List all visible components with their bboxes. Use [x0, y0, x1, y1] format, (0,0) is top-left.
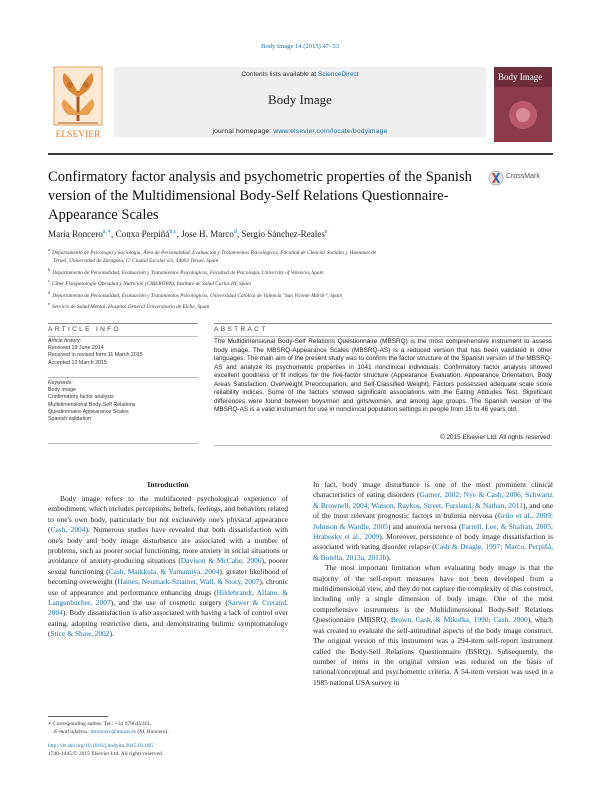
author-list: María Roncero$^{a,∗}$, Conxa Perpiñá$^{b,c}$, Jose H. Marco$^d$, Sergio Sánchez-Reales$^e$ [48, 229, 328, 240]
info-end-rule [48, 443, 198, 444]
keywords-rule [48, 377, 198, 378]
keyword: Spanish validation [48, 416, 91, 423]
footnote-text: Corresponding author. Tel.: +34 978645343. [53, 721, 151, 727]
paragraph: Body image refers to the multifaceted psychological experience of embodiment, which includes perceptions, beliefs, feelings, and behaviors related to one's own body, particularly but not exclusively one's physical appearance (Cash, 2004). Numerous studies have revealed that both dissatisfaction with one's body and body image disturbance are associated with a number of problems, such as poorer social functioning, more anxiety in social situations or avoidance of anxiety-producing situations (Davison & McCabe, 2006), poorer sexual functioning (Cash, Maikkula, & Yamamiya, 2004), greater likelihood of becoming overweight (Haines, Neumark-Sztainer, Wall, & Story, 2007), chronic use of appearance and performance enhancing drugs (Hildebrandt, Alfano, & Langenbucher, 2007), and the use of cosmetic surgery (Sarwer & Crerand, 2004). Body dissatisfaction is also associated with having a lack of control over eating, adopting restrictive diets, and demonstrating bulimic symptomatology (Stice & Shaw, 2002). [48, 494, 289, 639]
affiliation-marker: a [48, 247, 50, 252]
affiliation-line [48, 289, 553, 300]
abstract-text: The Multidimensional Body-Self Relations Questionnaire (MBSRQ) is the most comprehensive instrument to assess body image. The MBSRQ-Appearance Scales (MBSRQ-AS) is a reduced version that has been validated in other languages. The main aim of the present study was to confirm the factor structure of the Spanish version of the MBSRQ-AS and analyze its psychometric properties in 1041 nonclinical individuals. Confirmatory factor analysis showed excellent goodness of fit indices for the five-factor structure (Appearance Evaluation, Appearance Orientation, Body Areas Satisfaction, Overweight Preoccupation, and Self-Classified Weight). Factors possessed adequate scale score reliability indices. Some of the factors showed significant associations with the Eating Attitudes Test. Significant differences were found between boys/men and girls/women, and among age groups. The Spanish version of the MBSRQ-AS is a valid instrument for use in nonclinical population settings in people from 15 to 46 years old. [214, 338, 552, 414]
contents-prefix: Contents lists available at [241, 71, 318, 78]
affiliation-marker: b [48, 266, 51, 272]
footnote-rule [48, 716, 108, 717]
article-info-subrule [48, 336, 198, 337]
crossmark-label: CrossMark [506, 173, 540, 180]
copyright: © 2015 Elsevier Ltd. All rights reserved. [440, 434, 552, 441]
citation-link[interactable]: Haines, Neumark-Sztainer, Wall, & Story, 2007 [117, 577, 260, 587]
keywords-label: Keywords: [48, 380, 73, 386]
email-note [48, 728, 288, 736]
affiliation-line [48, 246, 553, 257]
citation-link[interactable]: Cash & Deagle, 1997; Marco, Perpiñá, & Botella, 2013a, 2013b [313, 542, 553, 562]
journal-cover[interactable] [494, 67, 552, 142]
paragraph: In fact, body image disturbance is one of the most prominent clinical characteristics of eating disorders (Garner, 2002; Nye & Cash, 2006; Schwartz & Brownell, 2004; Watson, Raykos, Street, Fursland, & Nathan, 2011), and one of the most relevant prognostic factors in bulimia nervosa (Grilo et al., 2009; Johnson & Wardle, 2005) and anorexia nervosa (Farrell, Lee, & Shafran, 2005; Hrabosky et al., 2009). Moreover, persistence of body image dissatisfaction is associated with eating disorder relapse (Cash & Deagle, 1997; Marco, Perpiñá, & Botella, 2013a, 2013b). [313, 480, 553, 562]
abstract-rule [214, 323, 552, 324]
author-affil-marker[interactable]: a,∗ [102, 229, 112, 235]
author-name[interactable]: Conxa Perpiñá [115, 229, 170, 240]
affiliation-text: Servicio de Salud Mental, Hospital General Universitario de Elche, Spain [52, 303, 210, 310]
doi-block [48, 742, 308, 758]
citation-link[interactable]: Cash, Maikkula, & Yamamiya, 2004 [108, 566, 220, 576]
doi-link[interactable]: http://dx.doi.org/10.1016/j.bodyim.2015.03.005 [48, 743, 154, 749]
crossmark-badge[interactable] [488, 170, 558, 186]
affiliation-text: Teruel, Universidad de Zaragoza, C/ Ciudad Escolar s/n, 44003 Teruel, Spain [53, 258, 219, 265]
homepage-link[interactable]: www.elsevier.com/locate/bodyimage [273, 128, 388, 135]
journal-reference[interactable]: Body Image 14 (2015) 47–53 [260, 43, 339, 50]
affiliation-text: Ciber Fisiopatología Obesidad y Nutrición (CIBEROBN), Instituto de Salud Carlos III, Spain [52, 281, 252, 288]
citation-link[interactable]: Garner, 2002; Nye & Cash, 2006; Schwartz & Brownell, 2004; Watson, Raykos, Street, Fursland, & Nathan, 2011 [313, 490, 553, 510]
affiliations [48, 246, 553, 311]
affiliation-marker: e [48, 301, 50, 307]
footnotes [48, 720, 288, 736]
citation-link[interactable]: Farrell, Lee, & Shafran, 2005; Hrabosky et al., 2009 [313, 521, 553, 542]
crossmark-icon [488, 170, 504, 186]
author-affil-marker[interactable]: e [324, 229, 328, 235]
affiliation-line [48, 277, 553, 288]
cover-title: Body Image [498, 72, 543, 82]
history-item: Received 19 June 2014 [48, 345, 104, 352]
article-title: Confirmatory factor analysis and psychometric properties of the Spanish version of the Multidimensional Body-Self Relations Questionnaire-Appearance Scales [48, 169, 472, 223]
author-affil-marker[interactable]: d [233, 229, 237, 235]
homepage-prefix: journal homepage: [212, 128, 274, 135]
footnote-marker: ∗ [48, 721, 52, 727]
citation-link[interactable]: Stice & Shaw, 2002 [50, 629, 110, 639]
keyword: Confirmatory factor analysis [48, 394, 114, 401]
body-column-right [313, 480, 553, 688]
corresponding-author-note [48, 720, 288, 728]
header-rule [48, 153, 553, 155]
affiliation-marker: c [48, 278, 50, 284]
contents-line [114, 71, 486, 78]
affiliation-marker: d [48, 289, 51, 295]
keyword: Body image [48, 387, 76, 394]
author-affil-marker[interactable]: b,c [169, 229, 177, 235]
abstract-subrule [214, 336, 552, 337]
citation-link[interactable]: Davison & McCabe, 2006 [180, 556, 262, 566]
citation-link[interactable]: Brown, Cash, & Mikulka, 1990; Cash, 2000 [390, 615, 528, 625]
homepage-line [114, 128, 486, 135]
elsevier-logo[interactable] [48, 65, 108, 145]
sciencedirect-link[interactable]: ScienceDirect [317, 71, 359, 78]
citation-link[interactable]: Cash, 2004 [50, 525, 86, 535]
affiliation-line [48, 300, 553, 311]
abstract-end-rule [214, 445, 552, 446]
article-history [48, 338, 198, 367]
journal-header [48, 65, 553, 151]
history-label: Article history: [48, 338, 82, 344]
history-item: Received in revised form 11 March 2015 [48, 352, 143, 359]
journal-banner [114, 67, 486, 137]
author-name[interactable]: Sergio Sánchez-Reales [241, 229, 325, 240]
abstract-heading: ABSTRACT [214, 326, 268, 333]
article-info-rule [48, 323, 198, 324]
affiliation-text: Departamento de Psicología y Sociología, Área de Personalidad, Evaluación y Tratamientos Psicológicos, Facultad de Ciencias Sociales y Humanas de [52, 249, 377, 256]
body-column-left [48, 494, 288, 640]
elsevier-wordmark: ELSEVIER [55, 130, 101, 140]
author-name[interactable]: María Roncero [48, 229, 103, 240]
affiliation-text: Departamento de Personalidad, Evaluación y Tratamientos Psicológicos, Facultad de Psicología, University of Valencia, Spain [52, 269, 324, 276]
history-item: Accepted 13 March 2015 [48, 359, 107, 366]
article-info-heading: ARTICLE INFO [48, 326, 121, 333]
affiliation-text: Departamento de Personalidad, Evaluación y Tratamientos Psicológicos, Universidad Católica de Valencia "San Vicente Mártir", Spain [52, 292, 343, 299]
paragraph: The most important limitation when evaluating body image is that the majority of the self-report measures have not been developed from a multidimensional view, and they do not capture the complexity of this construct, including only a single dimension of body image. One of the most comprehensive instruments is the Multidimensional Body-Self Relations Questionnaire (MBSRQ; Brown, Cash, & Mikulka, 1990; Cash, 2000), which was created to evaluate the self-attitudinal aspects of the body image construct. The original version of this instrument was a 294-item self-report instrument called the Body-Self Relations Questionnaire (BSRQ). Subsequently, the number of items in the original version was reduced on the basis of rational/conceptual and psychometric criteria. A 54-item version was used in a 1985 national USA survey in [313, 563, 553, 687]
email-owner: (M. Roncero). [136, 729, 169, 735]
citation-link[interactable]: Grilo et al., 2009; Johnson & Wardle, 2005 [313, 511, 553, 531]
keywords [48, 380, 198, 423]
email-label: E-mail address: [54, 729, 91, 735]
email-link[interactable]: mroncero@unizar.es [90, 729, 137, 735]
keyword: Multidimensional Body-Self Relations [48, 401, 136, 408]
author-name[interactable]: Jose H. Marco [181, 229, 234, 240]
journal-title: Body Image [268, 92, 332, 107]
citation-link[interactable]: Sarwer & Crerand, 2004 [48, 598, 288, 618]
issn-line: 1740-1445/© 2015 Elsevier Ltd. All rights reserved. [48, 751, 164, 757]
affiliation-line [48, 257, 553, 266]
introduction-heading: Introduction [147, 480, 189, 489]
keyword: Questionnaire-Appearance Scales [48, 408, 129, 415]
citation-link[interactable]: Hildebrandt, Alfano, & Langenbucher, 2007 [48, 587, 288, 608]
affiliation-line [48, 266, 553, 277]
